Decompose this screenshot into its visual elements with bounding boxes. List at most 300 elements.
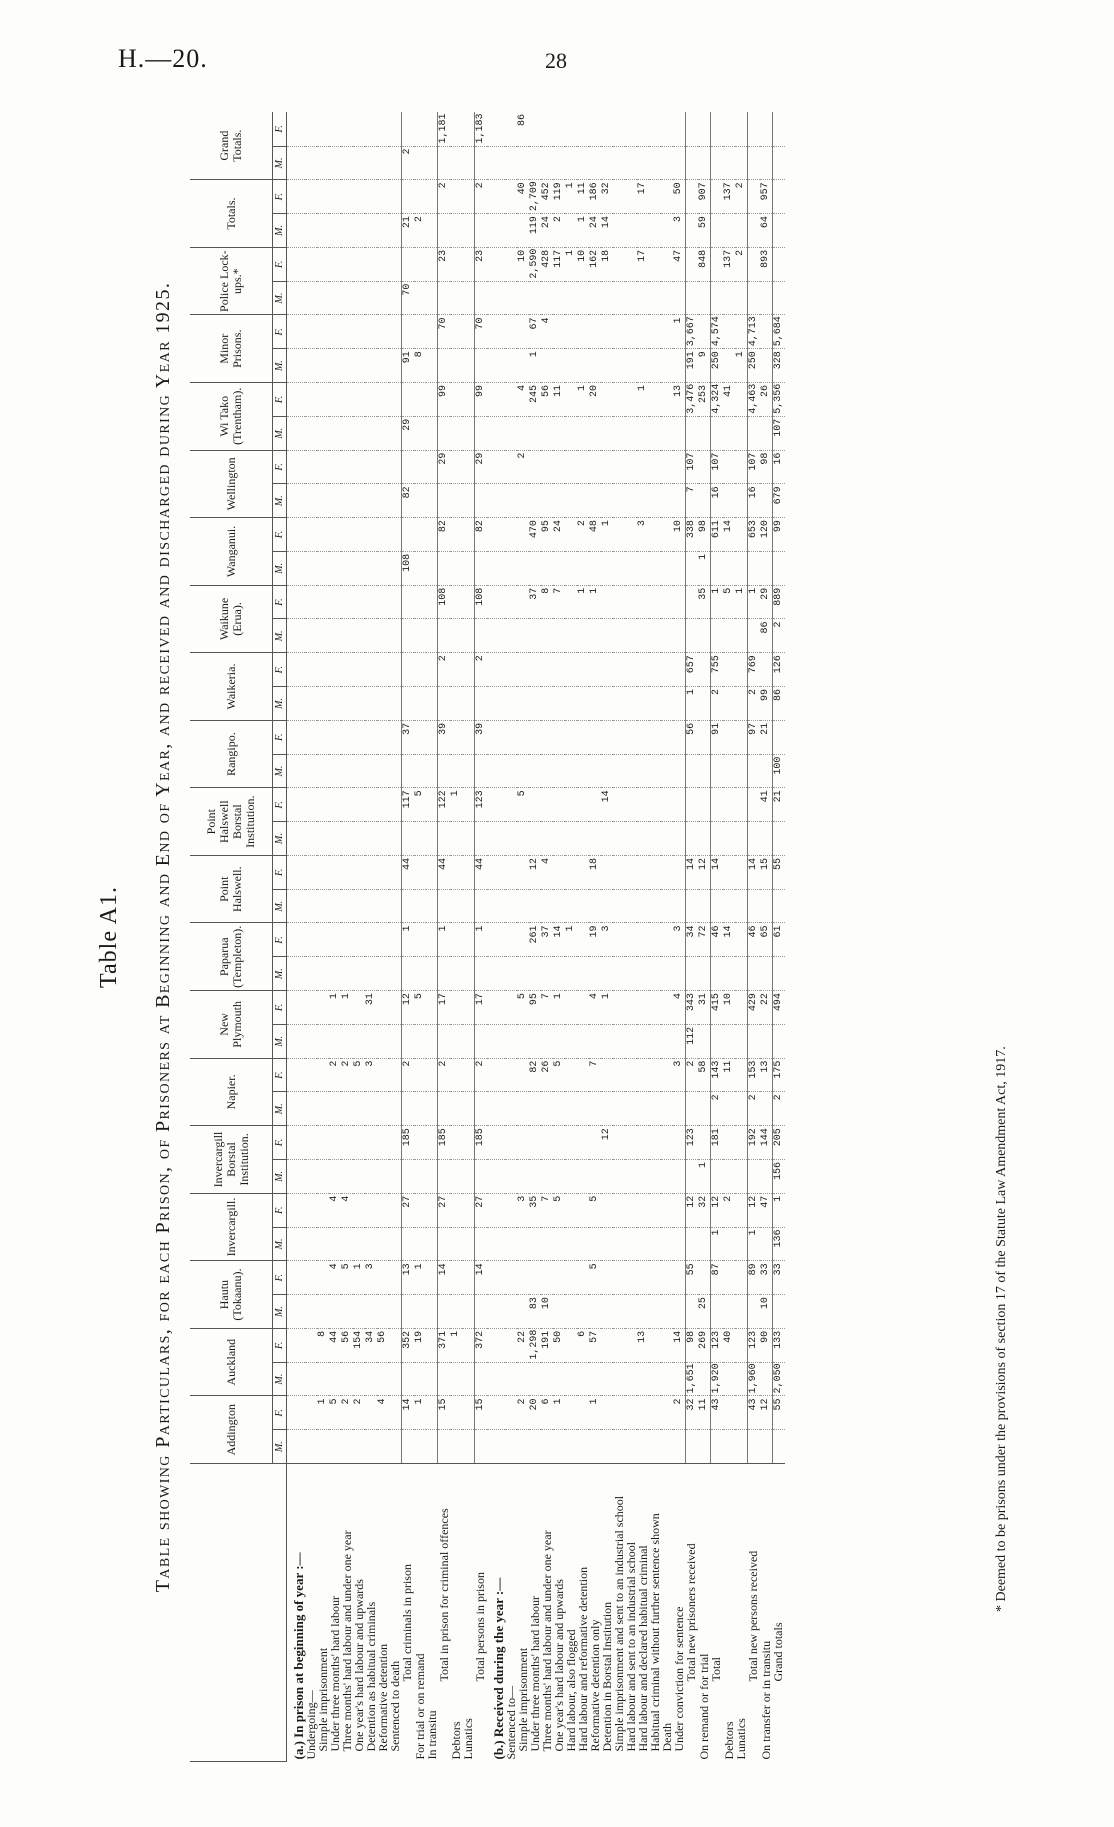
- table-cell: [462, 281, 474, 315]
- table-cell: [505, 1430, 517, 1464]
- table-cell: [450, 551, 462, 585]
- table-cell: [462, 619, 474, 653]
- row-label: In transitu: [426, 1464, 438, 1762]
- table-cell: 99: [474, 383, 487, 417]
- table-cell: 4: [377, 1396, 389, 1430]
- table-cell: [772, 957, 785, 991]
- table-cell: [305, 1159, 317, 1193]
- female-header: F.: [273, 788, 287, 822]
- table-cell: [529, 687, 541, 721]
- table-cell: [474, 754, 487, 788]
- table-cell: [698, 957, 711, 991]
- table-cell: [625, 923, 637, 957]
- table-cell: [438, 619, 451, 653]
- table-cell: 31: [365, 991, 377, 1025]
- table-cell: [287, 585, 306, 619]
- table-cell: [353, 957, 365, 991]
- table-row: [287, 112, 306, 1762]
- table-cell: [529, 1024, 541, 1058]
- table-cell: [772, 247, 785, 281]
- table-cell: [637, 991, 649, 1025]
- table-cell: [377, 112, 389, 146]
- table-cell: [401, 180, 414, 214]
- prison-header: Rangipo.: [190, 720, 273, 788]
- table-cell: 13: [401, 1261, 414, 1295]
- table-cell: 8: [414, 349, 426, 383]
- table-cell: [517, 1024, 529, 1058]
- table-cell: 98: [685, 1328, 698, 1362]
- table-cell: [661, 889, 673, 923]
- table-cell: 21: [401, 214, 414, 248]
- table-cell: [577, 416, 589, 450]
- table-cell: [613, 1396, 625, 1430]
- table-cell: 20: [589, 383, 601, 417]
- table-cell: [589, 822, 601, 856]
- table-cell: 371: [438, 1328, 451, 1362]
- table-cell: [305, 1396, 317, 1430]
- table-cell: [450, 1126, 462, 1160]
- table-cell: 22: [517, 1328, 529, 1362]
- table-cell: [353, 1126, 365, 1160]
- prison-header: Minor Prisons.: [190, 315, 273, 383]
- table-cell: [426, 484, 438, 518]
- table-cell: [317, 1261, 329, 1295]
- table-cell: [625, 1295, 637, 1329]
- table-cell: [613, 754, 625, 788]
- female-header: F.: [273, 1193, 287, 1227]
- table-cell: [305, 383, 317, 417]
- table-cell: [341, 1430, 353, 1464]
- female-header: F.: [273, 112, 287, 146]
- table-cell: 16: [772, 450, 785, 484]
- table-cell: [329, 315, 341, 349]
- table-cell: [710, 822, 723, 856]
- table-cell: [389, 822, 401, 856]
- table-cell: 1: [589, 585, 601, 619]
- table-cell: [462, 315, 474, 349]
- table-cell: [401, 1024, 414, 1058]
- table-cell: 2: [553, 214, 565, 248]
- table-cell: 117: [553, 247, 565, 281]
- table-cell: [673, 551, 686, 585]
- table-cell: 48: [589, 518, 601, 552]
- table-cell: [305, 1227, 317, 1261]
- table-cell: [577, 889, 589, 923]
- table-cell: [735, 1430, 748, 1464]
- table-row: [685, 112, 698, 1762]
- table-cell: [565, 416, 577, 450]
- table-cell: 269: [698, 1328, 711, 1362]
- table-cell: [305, 450, 317, 484]
- table-cell: [389, 855, 401, 889]
- table-cell: [661, 923, 673, 957]
- table-cell: [613, 146, 625, 180]
- table-cell: [517, 1092, 529, 1126]
- table-cell: [577, 788, 589, 822]
- table-cell: [649, 957, 661, 991]
- table-cell: 56: [341, 1328, 353, 1362]
- table-cell: 19: [589, 923, 601, 957]
- table-row: [735, 112, 748, 1762]
- female-header: F.: [273, 315, 287, 349]
- table-cell: [710, 146, 723, 180]
- table-cell: [341, 180, 353, 214]
- table-cell: [487, 1159, 505, 1193]
- table-cell: [487, 1024, 505, 1058]
- table-cell: [601, 315, 613, 349]
- table-cell: 1: [698, 1159, 711, 1193]
- table-cell: [389, 923, 401, 957]
- table-cell: 4,324: [710, 383, 723, 417]
- table-cell: 10: [517, 247, 529, 281]
- table-cell: [414, 687, 426, 721]
- table-cell: 16: [710, 484, 723, 518]
- table-cell: [698, 1362, 711, 1396]
- table-cell: [365, 889, 377, 923]
- table-cell: 7: [685, 484, 698, 518]
- table-row: [625, 112, 637, 1762]
- table-cell: [353, 991, 365, 1025]
- table-cell: 58: [698, 1058, 711, 1092]
- table-cell: [505, 518, 517, 552]
- table-cell: [401, 1430, 414, 1464]
- table-row: [401, 112, 414, 1762]
- table-cell: [760, 349, 773, 383]
- table-cell: [685, 180, 698, 214]
- table-cell: [735, 214, 748, 248]
- table-cell: 44: [474, 855, 487, 889]
- table-cell: 2: [438, 653, 451, 687]
- table-cell: [735, 383, 748, 417]
- table-cell: [577, 1295, 589, 1329]
- table-cell: 99: [760, 687, 773, 721]
- table-cell: 14: [438, 1261, 451, 1295]
- table-cell: [565, 822, 577, 856]
- table-cell: [698, 146, 711, 180]
- table-cell: [287, 1227, 306, 1261]
- table-cell: [637, 1430, 649, 1464]
- table-row: [747, 112, 760, 1762]
- table-cell: [517, 687, 529, 721]
- table-cell: [747, 214, 760, 248]
- table-cell: 17: [637, 180, 649, 214]
- table-cell: [625, 1362, 637, 1396]
- table-cell: [649, 518, 661, 552]
- table-cell: 5: [589, 1261, 601, 1295]
- table-cell: [438, 146, 451, 180]
- table-cell: [589, 1126, 601, 1160]
- table-cell: [553, 957, 565, 991]
- male-header: M.: [273, 1159, 287, 1193]
- table-cell: [341, 146, 353, 180]
- row-label: Three months' hard labour and under one year: [341, 1464, 353, 1762]
- table-cell: [613, 214, 625, 248]
- row-label: Sentenced to—: [505, 1464, 517, 1762]
- table-cell: 6: [541, 1396, 553, 1430]
- table-cell: [673, 889, 686, 923]
- table-cell: [487, 788, 505, 822]
- table-cell: [735, 1227, 748, 1261]
- table-cell: [529, 450, 541, 484]
- table-cell: 97: [747, 720, 760, 754]
- table-cell: [341, 889, 353, 923]
- table-cell: 107: [710, 450, 723, 484]
- table-cell: [661, 585, 673, 619]
- table-cell: [329, 957, 341, 991]
- female-header: F.: [273, 450, 287, 484]
- table-cell: [341, 653, 353, 687]
- table-cell: [505, 484, 517, 518]
- table-cell: [613, 1193, 625, 1227]
- row-label: Hard labour and sent to an industrial school: [625, 1464, 637, 1762]
- table-row: [637, 112, 649, 1762]
- table-cell: 70: [401, 281, 414, 315]
- table-cell: 13: [637, 1328, 649, 1362]
- table-cell: [305, 518, 317, 552]
- table-cell: [529, 484, 541, 518]
- table-cell: 136: [772, 1227, 785, 1261]
- label-header: [190, 1464, 287, 1762]
- table-cell: [698, 1126, 711, 1160]
- table-cell: [353, 112, 365, 146]
- table-cell: 26: [760, 383, 773, 417]
- table-cell: 611: [710, 518, 723, 552]
- table-cell: [685, 619, 698, 653]
- table-cell: [450, 180, 462, 214]
- table-cell: [329, 585, 341, 619]
- table-cell: [601, 484, 613, 518]
- table-cell: [365, 1024, 377, 1058]
- table-cell: [287, 383, 306, 417]
- table-cell: [772, 146, 785, 180]
- table-cell: 2: [735, 247, 748, 281]
- male-header: M.: [273, 1092, 287, 1126]
- table-cell: [685, 754, 698, 788]
- table-cell: 2: [438, 180, 451, 214]
- table-cell: [735, 1295, 748, 1329]
- table-cell: [649, 788, 661, 822]
- table-cell: [365, 1396, 377, 1430]
- table-cell: [389, 585, 401, 619]
- table-cell: [577, 720, 589, 754]
- table-cell: [365, 551, 377, 585]
- table-cell: 91: [401, 349, 414, 383]
- male-header: M.: [273, 1227, 287, 1261]
- table-cell: [637, 484, 649, 518]
- table-cell: [625, 1430, 637, 1464]
- table-cell: [589, 1159, 601, 1193]
- table-cell: 18: [589, 855, 601, 889]
- table-cell: [529, 822, 541, 856]
- female-header: F.: [273, 653, 287, 687]
- female-header: F.: [273, 855, 287, 889]
- table-cell: [565, 1328, 577, 1362]
- table-cell: 107: [747, 450, 760, 484]
- table-cell: [462, 1261, 474, 1295]
- table-cell: [305, 281, 317, 315]
- table-cell: [389, 957, 401, 991]
- table-cell: [698, 687, 711, 721]
- table-cell: 5: [414, 991, 426, 1025]
- table-cell: [462, 754, 474, 788]
- table-cell: 14: [601, 214, 613, 248]
- table-cell: [601, 687, 613, 721]
- table-cell: [661, 146, 673, 180]
- table-cell: 2: [401, 1058, 414, 1092]
- table-cell: [661, 754, 673, 788]
- table-cell: [474, 484, 487, 518]
- table-cell: [661, 957, 673, 991]
- table-cell: [377, 653, 389, 687]
- table-cell: [505, 619, 517, 653]
- table-cell: 5: [517, 991, 529, 1025]
- row-label: Grand totals: [772, 1464, 785, 1762]
- table-cell: 1: [735, 349, 748, 383]
- table-cell: [553, 1159, 565, 1193]
- table-cell: [377, 1193, 389, 1227]
- table-cell: [625, 281, 637, 315]
- table-cell: [505, 653, 517, 687]
- table-cell: [426, 247, 438, 281]
- table-cell: [565, 383, 577, 417]
- table-cell: [305, 889, 317, 923]
- table-cell: 1: [601, 991, 613, 1025]
- table-cell: [305, 349, 317, 383]
- table-row: [341, 112, 353, 1762]
- table-cell: [649, 1126, 661, 1160]
- table-cell: [565, 112, 577, 146]
- table-cell: [389, 518, 401, 552]
- table-cell: [317, 1024, 329, 1058]
- table-cell: 120: [760, 518, 773, 552]
- table-cell: [287, 349, 306, 383]
- table-cell: [317, 619, 329, 653]
- table-cell: [685, 281, 698, 315]
- table-cell: [365, 1362, 377, 1396]
- table-cell: [625, 1024, 637, 1058]
- table-cell: [505, 889, 517, 923]
- table-cell: [565, 551, 577, 585]
- table-cell: 4: [329, 1193, 341, 1227]
- table-cell: [577, 687, 589, 721]
- row-label: Hard labour and reformative detention: [577, 1464, 589, 1762]
- table-cell: [329, 112, 341, 146]
- table-cell: [329, 1227, 341, 1261]
- table-cell: [517, 957, 529, 991]
- male-header: M.: [273, 889, 287, 923]
- table-cell: [389, 1126, 401, 1160]
- table-cell: [698, 450, 711, 484]
- table-cell: [389, 1227, 401, 1261]
- table-cell: [450, 1396, 462, 1430]
- table-cell: [553, 1362, 565, 1396]
- table-cell: [541, 484, 553, 518]
- table-cell: 14: [401, 1396, 414, 1430]
- table-cell: 15: [438, 1396, 451, 1430]
- table-cell: [505, 1328, 517, 1362]
- table-cell: [414, 1295, 426, 1329]
- table-cell: [601, 855, 613, 889]
- table-cell: [613, 1024, 625, 1058]
- table-cell: [287, 1430, 306, 1464]
- row-label: Lunatics: [735, 1464, 748, 1762]
- table-cell: [401, 822, 414, 856]
- male-header: M.: [273, 1295, 287, 1329]
- table-cell: [517, 1126, 529, 1160]
- table-cell: [565, 687, 577, 721]
- table-cell: 46: [710, 923, 723, 957]
- table-cell: [613, 349, 625, 383]
- male-header: M.: [273, 214, 287, 248]
- table-cell: [601, 1058, 613, 1092]
- table-cell: [377, 1092, 389, 1126]
- table-cell: [698, 889, 711, 923]
- male-header: M.: [273, 416, 287, 450]
- table-cell: [613, 687, 625, 721]
- table-cell: [577, 315, 589, 349]
- table-cell: [287, 416, 306, 450]
- table-cell: [529, 1430, 541, 1464]
- table-cell: [649, 754, 661, 788]
- table-cell: [287, 315, 306, 349]
- table-cell: [462, 855, 474, 889]
- table-cell: 2: [474, 653, 487, 687]
- table-cell: [685, 1092, 698, 1126]
- table-cell: 250: [747, 349, 760, 383]
- table-cell: [287, 1058, 306, 1092]
- table-cell: 4,713: [747, 315, 760, 349]
- female-header: F.: [273, 1261, 287, 1295]
- table-cell: [517, 889, 529, 923]
- table-cell: [673, 112, 686, 146]
- table-cell: [649, 585, 661, 619]
- table-cell: 755: [710, 653, 723, 687]
- table-cell: [329, 484, 341, 518]
- table-cell: 26: [541, 1058, 553, 1092]
- table-cell: [353, 281, 365, 315]
- table-cell: [735, 822, 748, 856]
- table-cell: [601, 450, 613, 484]
- prison-header: New Plymouth: [190, 991, 273, 1059]
- table-cell: [723, 450, 735, 484]
- table-cell: [353, 450, 365, 484]
- row-label: Habitual criminal without further sentence shown: [649, 1464, 661, 1762]
- table-cell: [505, 1295, 517, 1329]
- table-cell: [487, 1295, 505, 1329]
- table-cell: 83: [529, 1295, 541, 1329]
- table-cell: [649, 315, 661, 349]
- table-cell: [735, 450, 748, 484]
- table-row: [365, 112, 377, 1762]
- table-cell: 5: [589, 1193, 601, 1227]
- table-cell: [317, 247, 329, 281]
- table-cell: [553, 619, 565, 653]
- table-cell: [317, 1295, 329, 1329]
- table-cell: [577, 754, 589, 788]
- table-cell: [673, 1295, 686, 1329]
- table-cell: [553, 788, 565, 822]
- table-cell: [565, 957, 577, 991]
- prisoners-table: [190, 112, 785, 1762]
- table-cell: [401, 112, 414, 146]
- table-cell: 3: [365, 1261, 377, 1295]
- table-cell: [353, 855, 365, 889]
- table-cell: 1: [401, 923, 414, 957]
- table-cell: [438, 416, 451, 450]
- male-header: M.: [273, 1024, 287, 1058]
- table-cell: [426, 383, 438, 417]
- table-cell: 137: [723, 247, 735, 281]
